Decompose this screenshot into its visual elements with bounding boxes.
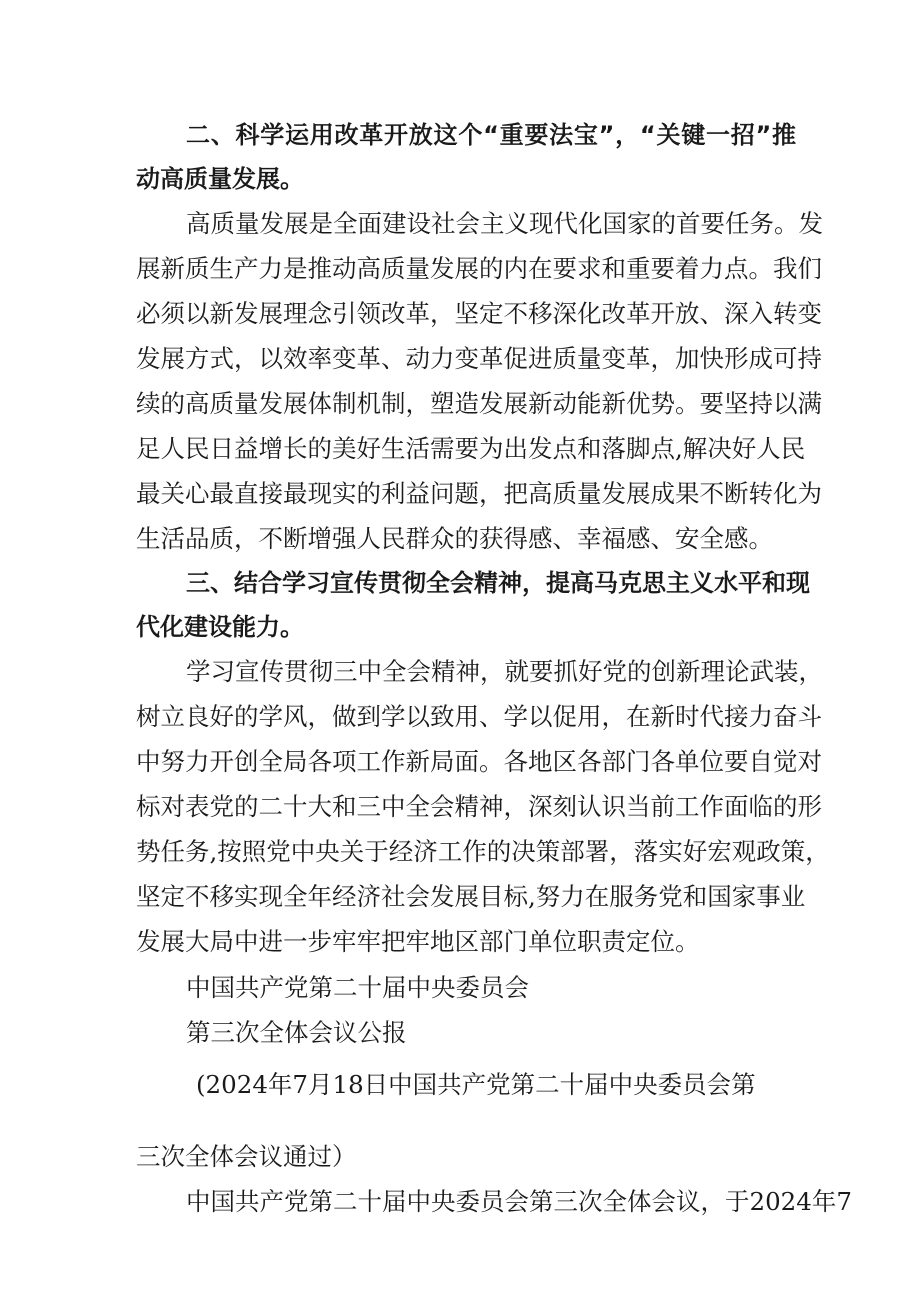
communique-adoption-line2: 三次全体会议通过） — [136, 1142, 357, 1171]
section2-body-line1: 高质量发展是全面建设社会主义现代化国家的首要任务。发 — [186, 209, 823, 238]
section3-body-line2: 树立良好的学风，做到学以致用、学以促用，在新时代接力奋斗 — [136, 702, 822, 731]
section3-heading-line1: 三、结合学习宣传贯彻全会精神，提高马克思主义水平和现 — [186, 569, 810, 597]
section3-body-line4: 标对表党的二十大和三中全会精神，深刻认识当前工作面临的形 — [136, 792, 822, 821]
section2-body-line5: 续的高质量发展体制机制，塑造发展新动能新优势。要坚持以满 — [136, 389, 822, 418]
section3-heading-line2: 代化建设能力。 — [136, 613, 304, 641]
section2-body-line6: 足人民日益增长的美好生活需要为出发点和落脚点,解决好人民 — [136, 434, 806, 463]
section2-body-line8: 生活品质，不断增强人民群众的获得感、幸福感、安全感。 — [136, 524, 773, 553]
communique-adoption-line1: (2024年7月18日中国共产党第二十届中央委员会第 — [196, 1070, 756, 1099]
section2-body-line4: 发展方式，以效率变革、动力变革促进质量变革，加快形成可持 — [136, 344, 822, 373]
section2-heading-line1: 二、科学运用改革开放这个“重要法宝”，“关键一招”推 — [186, 121, 796, 149]
section3-body-line1: 学习宣传贯彻三中全会精神，就要抓好党的创新理论武装， — [186, 657, 823, 686]
section3-body-line6: 坚定不移实现全年经济社会发展目标,努力在服务党和国家事业 — [136, 882, 806, 911]
section2-body-line7: 最关心最直接最现实的利益问题，把高质量发展成果不断转化为 — [136, 479, 822, 508]
section3-body-line5: 势任务,按照党中央关于经济工作的决策部署，落实好宏观政策， — [136, 837, 830, 866]
section3-body-line7: 发展大局中进一步牢牢把牢地区部门单位职责定位。 — [136, 927, 700, 956]
communique-first-line: 中国共产党第二十届中央委员会第三次全体会议，于2024年7 — [186, 1187, 852, 1216]
section2-heading-line2: 动高质量发展。 — [136, 165, 304, 193]
communique-title-line2: 第三次全体会议公报 — [186, 1018, 407, 1047]
section2-body-line2: 展新质生产力是推动高质量发展的内在要求和重要着力点。我们 — [136, 254, 822, 283]
communique-title-line1: 中国共产党第二十届中央委员会 — [186, 973, 529, 1002]
section2-body-line3: 必须以新发展理念引领改革，坚定不移深化改革开放、深入转变 — [136, 299, 822, 328]
section3-body-line3: 中努力开创全局各项工作新局面。各地区各部门各单位要自觉对 — [136, 747, 822, 776]
